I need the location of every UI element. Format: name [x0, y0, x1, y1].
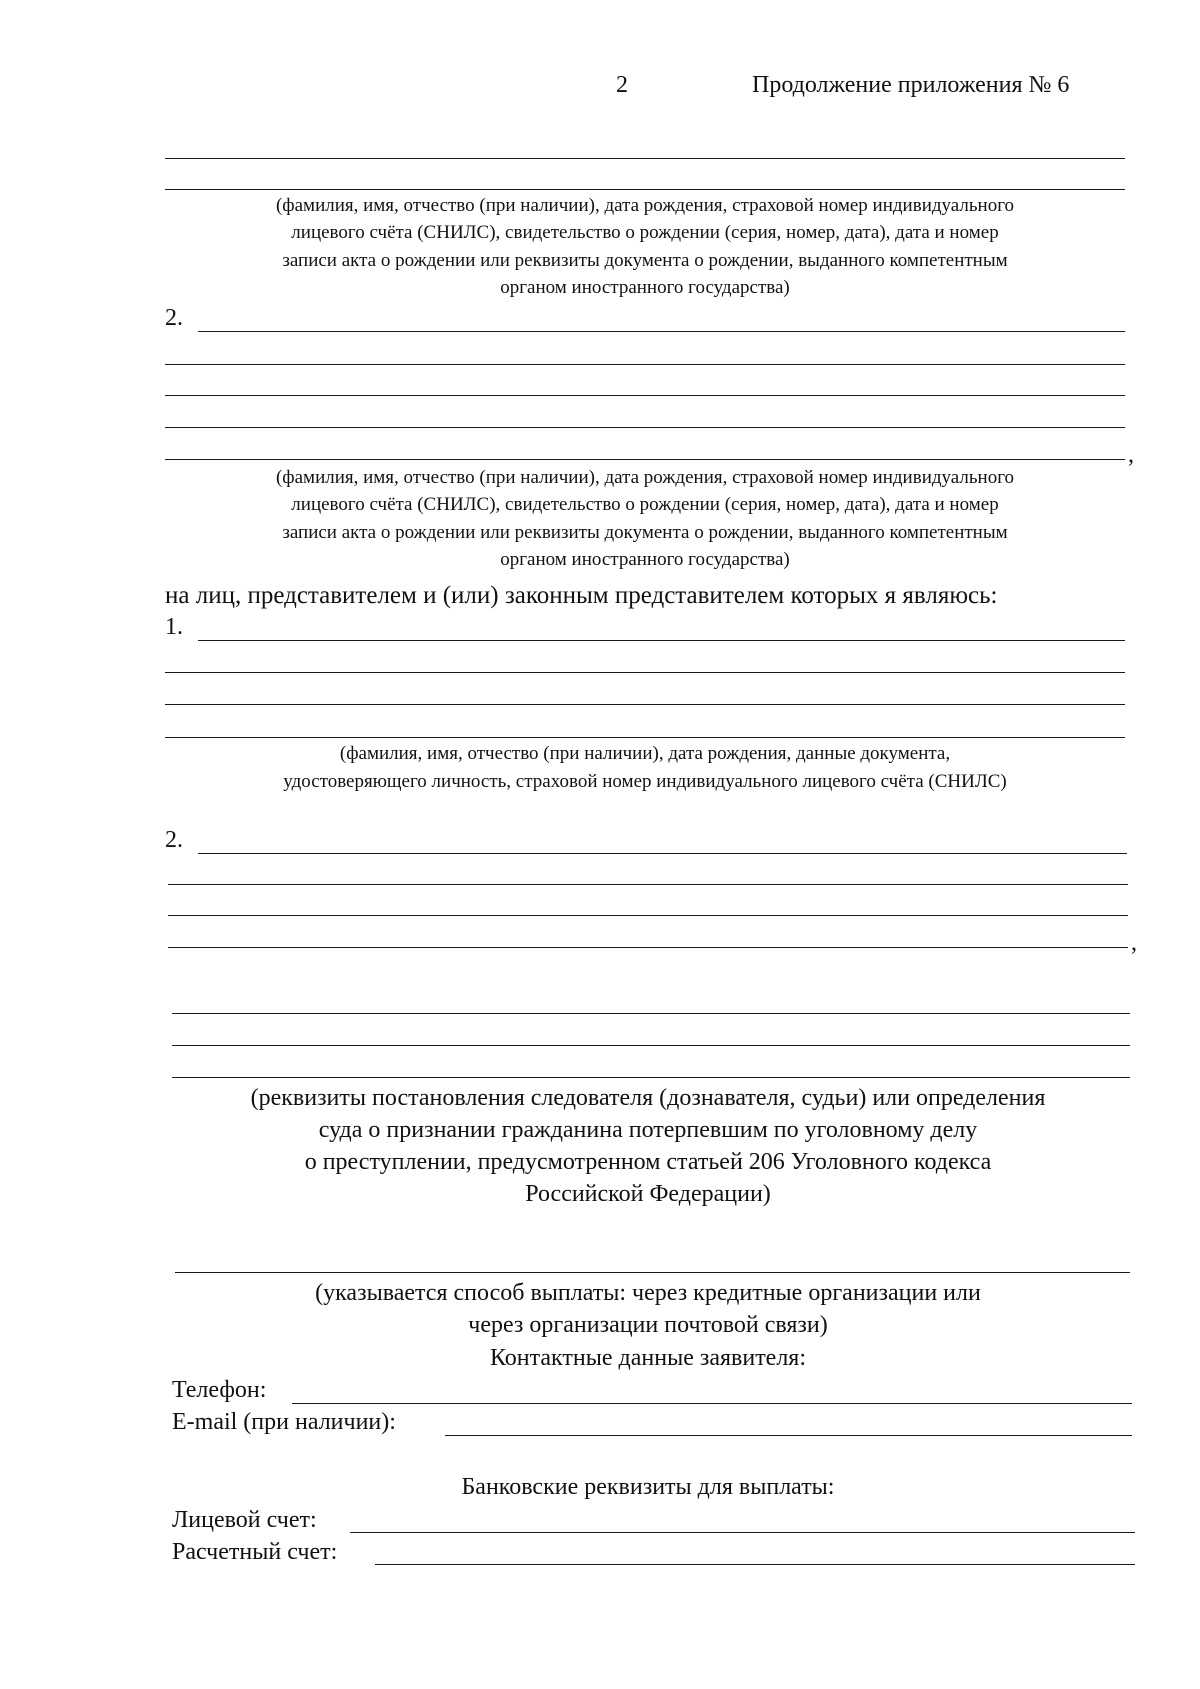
field-caption: (фамилия, имя, отчество (при наличии), дата рождения, данные документа,	[339, 743, 951, 764]
resolution-caption: суда о признании гражданина потерпевшим по уголовному делу	[318, 1117, 978, 1143]
payment-caption: через организации почтовой связи)	[468, 1312, 828, 1338]
contacts-heading: Контактные данные заявителя:	[489, 1345, 807, 1371]
field-caption: лицевого счёта (СНИЛС), свидетельство о рождении (серия, номер, дата), дата и номер	[291, 222, 999, 243]
blank-line[interactable]	[172, 1045, 1130, 1046]
item-number: 2.	[165, 305, 183, 331]
blank-line[interactable]	[172, 1077, 1130, 1078]
item-2-input-line[interactable]	[198, 331, 1125, 332]
blank-line[interactable]	[168, 947, 1128, 948]
field-caption: (фамилия, имя, отчество (при наличии), дата рождения, страховой номер индивидуального	[275, 467, 1015, 488]
field-caption: органом иностранного государства)	[500, 277, 790, 298]
blank-line[interactable]	[165, 364, 1125, 365]
item-number: 2.	[165, 827, 183, 853]
field-caption: удостоверяющего личность, страховой номер индивидуального лицевого счёта (СНИЛС)	[283, 771, 1007, 792]
field-caption: записи акта о рождении или реквизиты документа о рождении, выданного компетентным	[282, 250, 1008, 271]
phone-input-line[interactable]	[292, 1403, 1132, 1404]
field-caption: лицевого счёта (СНИЛС), свидетельство о рождении (серия, номер, дата), дата и номер	[291, 494, 999, 515]
email-input-line[interactable]	[445, 1435, 1132, 1436]
page-title: Продолжение приложения № 6	[752, 72, 1070, 98]
represented-intro: на лиц, представителем и (или) законным представителем которых я являюсь:	[165, 582, 998, 609]
blank-line	[165, 189, 1125, 190]
blank-line[interactable]	[172, 1013, 1130, 1014]
blank-line[interactable]	[165, 737, 1125, 738]
field-caption: записи акта о рождении или реквизиты документа о рождении, выданного компетентным	[282, 522, 1008, 543]
blank-line[interactable]	[165, 459, 1125, 460]
page-number: 2	[616, 72, 628, 98]
payment-caption: (указывается способ выплаты: через кредитные организации или	[315, 1280, 981, 1306]
blank-line[interactable]	[165, 395, 1125, 396]
settlement-account-input-line[interactable]	[375, 1564, 1135, 1565]
payment-method-input-line[interactable]	[175, 1272, 1130, 1273]
comma: ,	[1131, 930, 1137, 956]
blank-line[interactable]	[168, 884, 1128, 885]
phone-label: Телефон:	[172, 1377, 267, 1403]
blank-line[interactable]	[165, 427, 1125, 428]
item-number: 1.	[165, 614, 183, 640]
personal-account-label: Лицевой счет:	[172, 1507, 317, 1533]
settlement-account-label: Расчетный счет:	[172, 1539, 338, 1565]
personal-account-input-line[interactable]	[350, 1532, 1135, 1533]
resolution-caption: (реквизиты постановления следователя (дознавателя, судьи) или определения	[250, 1085, 1046, 1111]
resolution-caption: Российской Федерации)	[525, 1181, 771, 1207]
item-1-input-line[interactable]	[198, 640, 1125, 641]
blank-line[interactable]	[165, 704, 1125, 705]
resolution-caption: о преступлении, предусмотренном статьей 206 Уголовного кодекса	[304, 1149, 992, 1175]
field-caption: (фамилия, имя, отчество (при наличии), дата рождения, страховой номер индивидуального	[275, 195, 1015, 216]
blank-line[interactable]	[168, 915, 1128, 916]
bank-heading: Банковские реквизиты для выплаты:	[461, 1474, 835, 1500]
blank-line	[165, 158, 1125, 159]
email-label: E-mail (при наличии):	[172, 1409, 396, 1435]
comma: ,	[1128, 442, 1134, 468]
item-2-input-line[interactable]	[198, 853, 1127, 854]
field-caption: органом иностранного государства)	[500, 549, 790, 570]
blank-line[interactable]	[165, 672, 1125, 673]
